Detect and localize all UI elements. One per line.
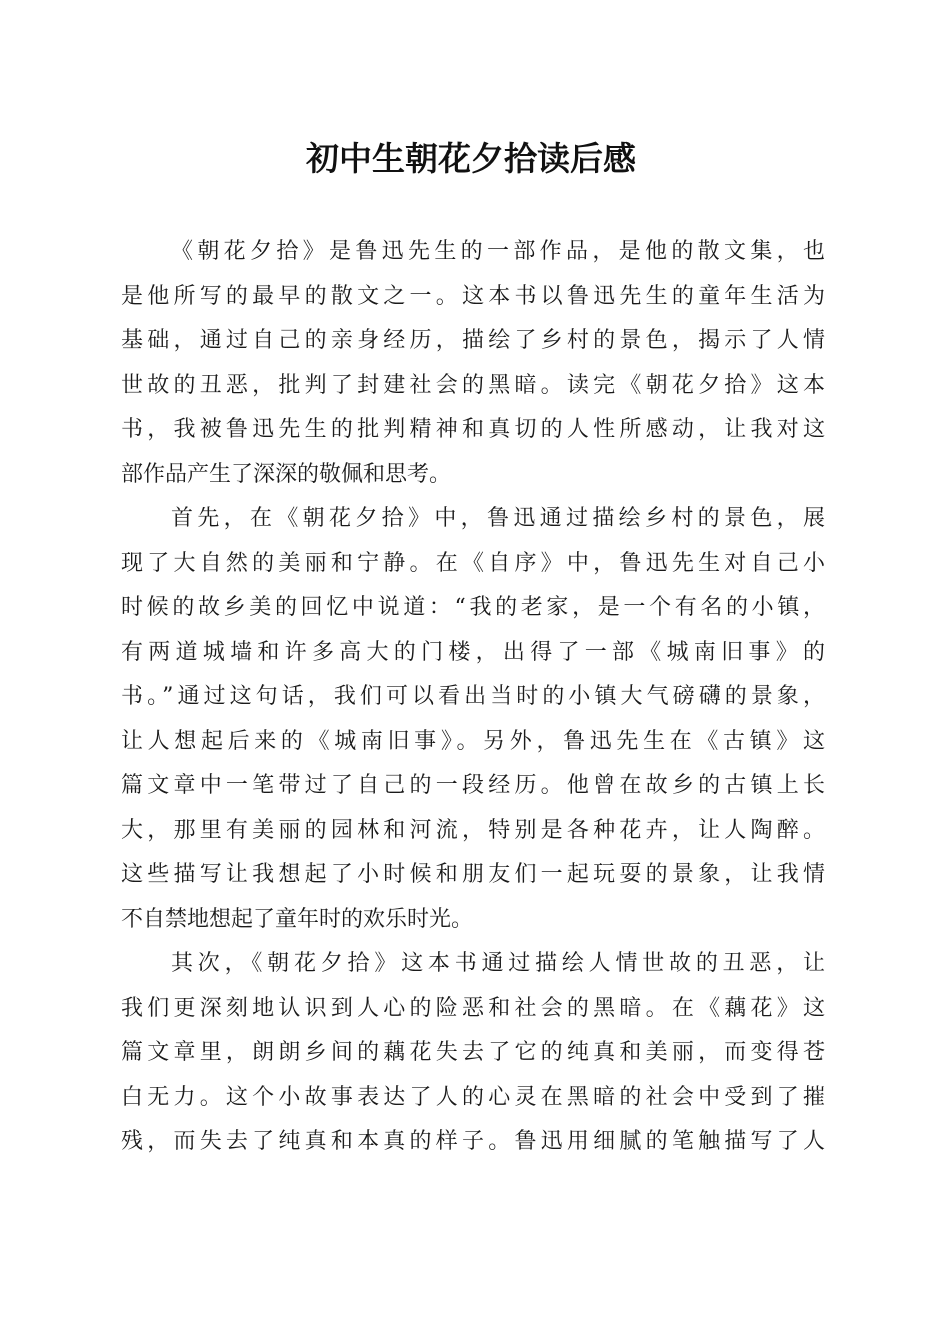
paragraph-3-line-4: 白无力。这个小故事表达了人的心灵在黑暗的社会中受到了摧 xyxy=(121,1084,825,1110)
paragraph-1-line-4: 世故的丑恶，批判了封建社会的黑暗。读完《朝花夕拾》这本 xyxy=(121,372,825,398)
paragraph-2-line-2: 现了大自然的美丽和宁静。在《自序》中，鲁迅先生对自己小 xyxy=(121,550,825,576)
document-title: 初中生朝花夕拾读后感 xyxy=(306,139,636,178)
paragraph-2-line-1: 首先，在《朝花夕拾》中，鲁迅通过描绘乡村的景色，展 xyxy=(171,506,825,531)
paragraph-3-line-1: 其次，《朝花夕拾》这本书通过描绘人情世故的丑恶，让 xyxy=(171,951,825,976)
paragraph-2-line-10: 不自禁地想起了童年时的欢乐时光。 xyxy=(121,906,474,932)
paragraph-1-line-6: 部作品产生了深深的敬佩和思考。 xyxy=(121,461,452,487)
paragraph-2-line-8: 大，那里有美丽的园林和河流，特别是各种花卉，让人陶醉。 xyxy=(121,817,825,843)
paragraph-2-line-4: 有两道城墙和许多高大的门楼，出得了一部《城南旧事》的 xyxy=(121,639,825,665)
paragraph-2-line-9: 这些描写让我想起了小时候和朋友们一起玩耍的景象，让我情 xyxy=(121,862,825,887)
paragraph-2-line-5: 书。”通过这句话，我们可以看出当时的小镇大气磅礴的景象， xyxy=(121,684,825,709)
paragraph-2-line-3: 时候的故乡美的回忆中说道：“我的老家，是一个有名的小镇， xyxy=(121,595,825,620)
paragraph-3-line-3: 篇文章里，朗朗乡间的藕花失去了它的纯真和美丽，而变得苍 xyxy=(121,1040,825,1065)
paragraph-2-line-6: 让人想起后来的《城南旧事》。另外，鲁迅先生在《古镇》这 xyxy=(121,728,825,754)
paragraph-1-line-1: 《朝花夕拾》是鲁迅先生的一部作品，是他的散文集，也 xyxy=(171,239,825,264)
paragraph-2-line-7: 篇文章中一笔带过了自己的一段经历。他曾在故乡的古镇上长 xyxy=(121,773,825,798)
document-body xyxy=(121,230,825,1165)
paragraph-3-line-5: 残，而失去了纯真和本真的样子。鲁迅用细腻的笔触描写了人 xyxy=(121,1129,825,1154)
paragraph-1-line-5: 书，我被鲁迅先生的批判精神和真切的人性所感动，让我对这 xyxy=(121,417,825,442)
paragraph-1-line-3: 基础，通过自己的亲身经历，描绘了乡村的景色，揭示了人情 xyxy=(121,328,825,353)
paragraph-3-line-2: 我们更深刻地认识到人心的险恶和社会的黑暗。在《藕花》这 xyxy=(121,995,825,1021)
paragraph-1-line-2: 是他所写的最早的散文之一。这本书以鲁迅先生的童年生活为 xyxy=(121,283,825,309)
